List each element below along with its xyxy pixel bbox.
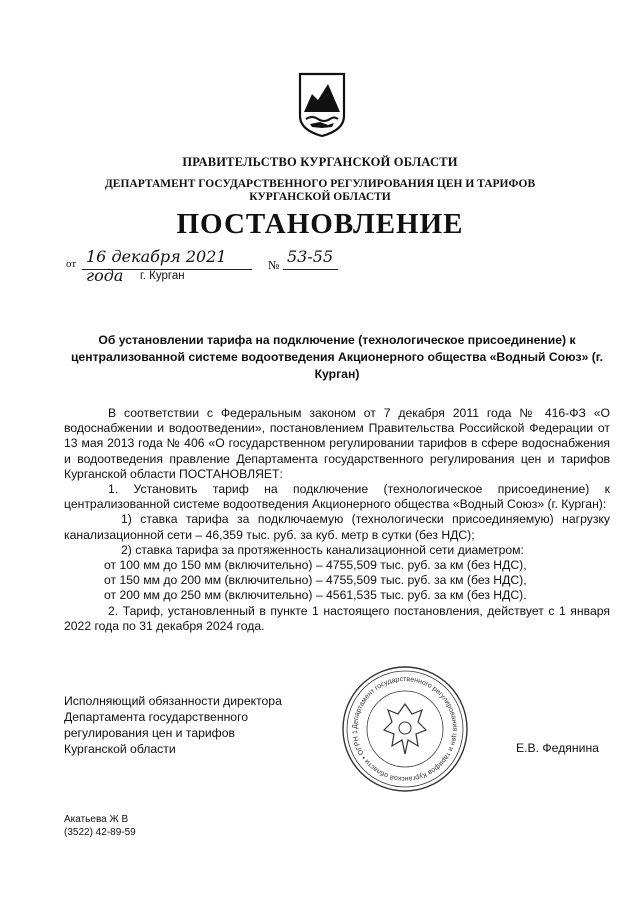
government-name: ПРАВИТЕЛЬСТВО КУРГАНСКОЙ ОБЛАСТИ (182, 155, 458, 169)
number-label: № (268, 258, 280, 272)
executor-name: Акатьева Ж В (64, 814, 129, 825)
date-from-label: от (66, 258, 77, 270)
item-1-2: 2) ставка тарифа за протяженность канализационной сети диаметром: (121, 542, 524, 557)
executor-info (64, 813, 136, 839)
svg-text:Департамент государственного р (340, 664, 458, 782)
rates-list (64, 558, 610, 604)
official-seal (340, 664, 470, 794)
number-field (283, 249, 338, 270)
item-1: 1. Установить тариф на подключение (технологическое присоединение) к централизованной системе водоотведения Акционерного общества «Водный Союз» (г. Курган): (64, 482, 610, 512)
rate-line: от 150 мм до 200 мм (включительно) – 4755,509 тыс. руб. за км (без НДС), (104, 573, 527, 588)
signer-position-line: Исполняющий обязанности директора (64, 694, 282, 708)
rate-line: от 100 мм до 150 мм (включительно) – 4755,509 тыс. руб. за км (без НДС), (104, 558, 527, 573)
preamble-paragraph: В соответствии с Федеральным законом от 7 декабря 2011 года № 416-ФЗ «О водоснабжении и водоотведении», постановлением Правительства Российской Федерации от 13 мая 2013 года № 406 «О государственном регулировании тарифов в сфере водоснабжения и водоотведения правление Департамента государственного регулирования цен и тарифов Курганской области ПОСТАНОВЛЯЕТ: (64, 406, 610, 481)
city: г. Курган (140, 270, 185, 282)
handwritten-number: 53-55 (287, 247, 334, 266)
document-title: ПОСТАНОВЛЕНИЕ (176, 208, 464, 240)
handwritten-date: 16 декабря 2021 года (86, 247, 227, 285)
signer-position (64, 693, 282, 757)
signer-position-line: Департамента государственного (64, 710, 249, 724)
seal-text: Департамент государственного регулирования цен и тарифов Курганской области • ОГРН 1 (351, 675, 459, 783)
item-2: 2. Тариф, установленный в пункте 1 настоящего постановления, действует с 1 января 2022 года по 31 декабря 2024 года. (64, 603, 610, 633)
signer-position-line: Курганской области (64, 742, 176, 756)
item-1-1: 1) ставка тарифа за подключаемую (технологически присоединяемую) нагрузку канализационной сети – 46,359 тыс. руб. за куб. метр в сутки (без НДС); (64, 512, 610, 542)
document-subject: Об установлении тарифа на подключение (технологическое присоединение) к централизованной системе водоотведения Акционерного общества «Водный Союз» (г. Курган) (70, 333, 604, 381)
signer-position-line: регулирования цен и тарифов (64, 726, 235, 740)
document-body (64, 406, 610, 634)
department-name-line1: ДЕПАРТАМЕНТ ГОСУДАРСТВЕННОГО РЕГУЛИРОВАНИЯ ЦЕН И ТАРИФОВ (104, 178, 536, 190)
executor-phone: (3522) 42-89-59 (64, 827, 136, 838)
department-name-line2: КУРГАНСКОЙ ОБЛАСТИ (249, 191, 391, 203)
coat-of-arms-emblem (298, 72, 346, 138)
signer-name: Е.В. Федянина (516, 741, 599, 755)
rate-line: от 200 мм до 250 мм (включительно) – 4561,535 тыс. руб. за км (без НДС). (104, 588, 527, 603)
